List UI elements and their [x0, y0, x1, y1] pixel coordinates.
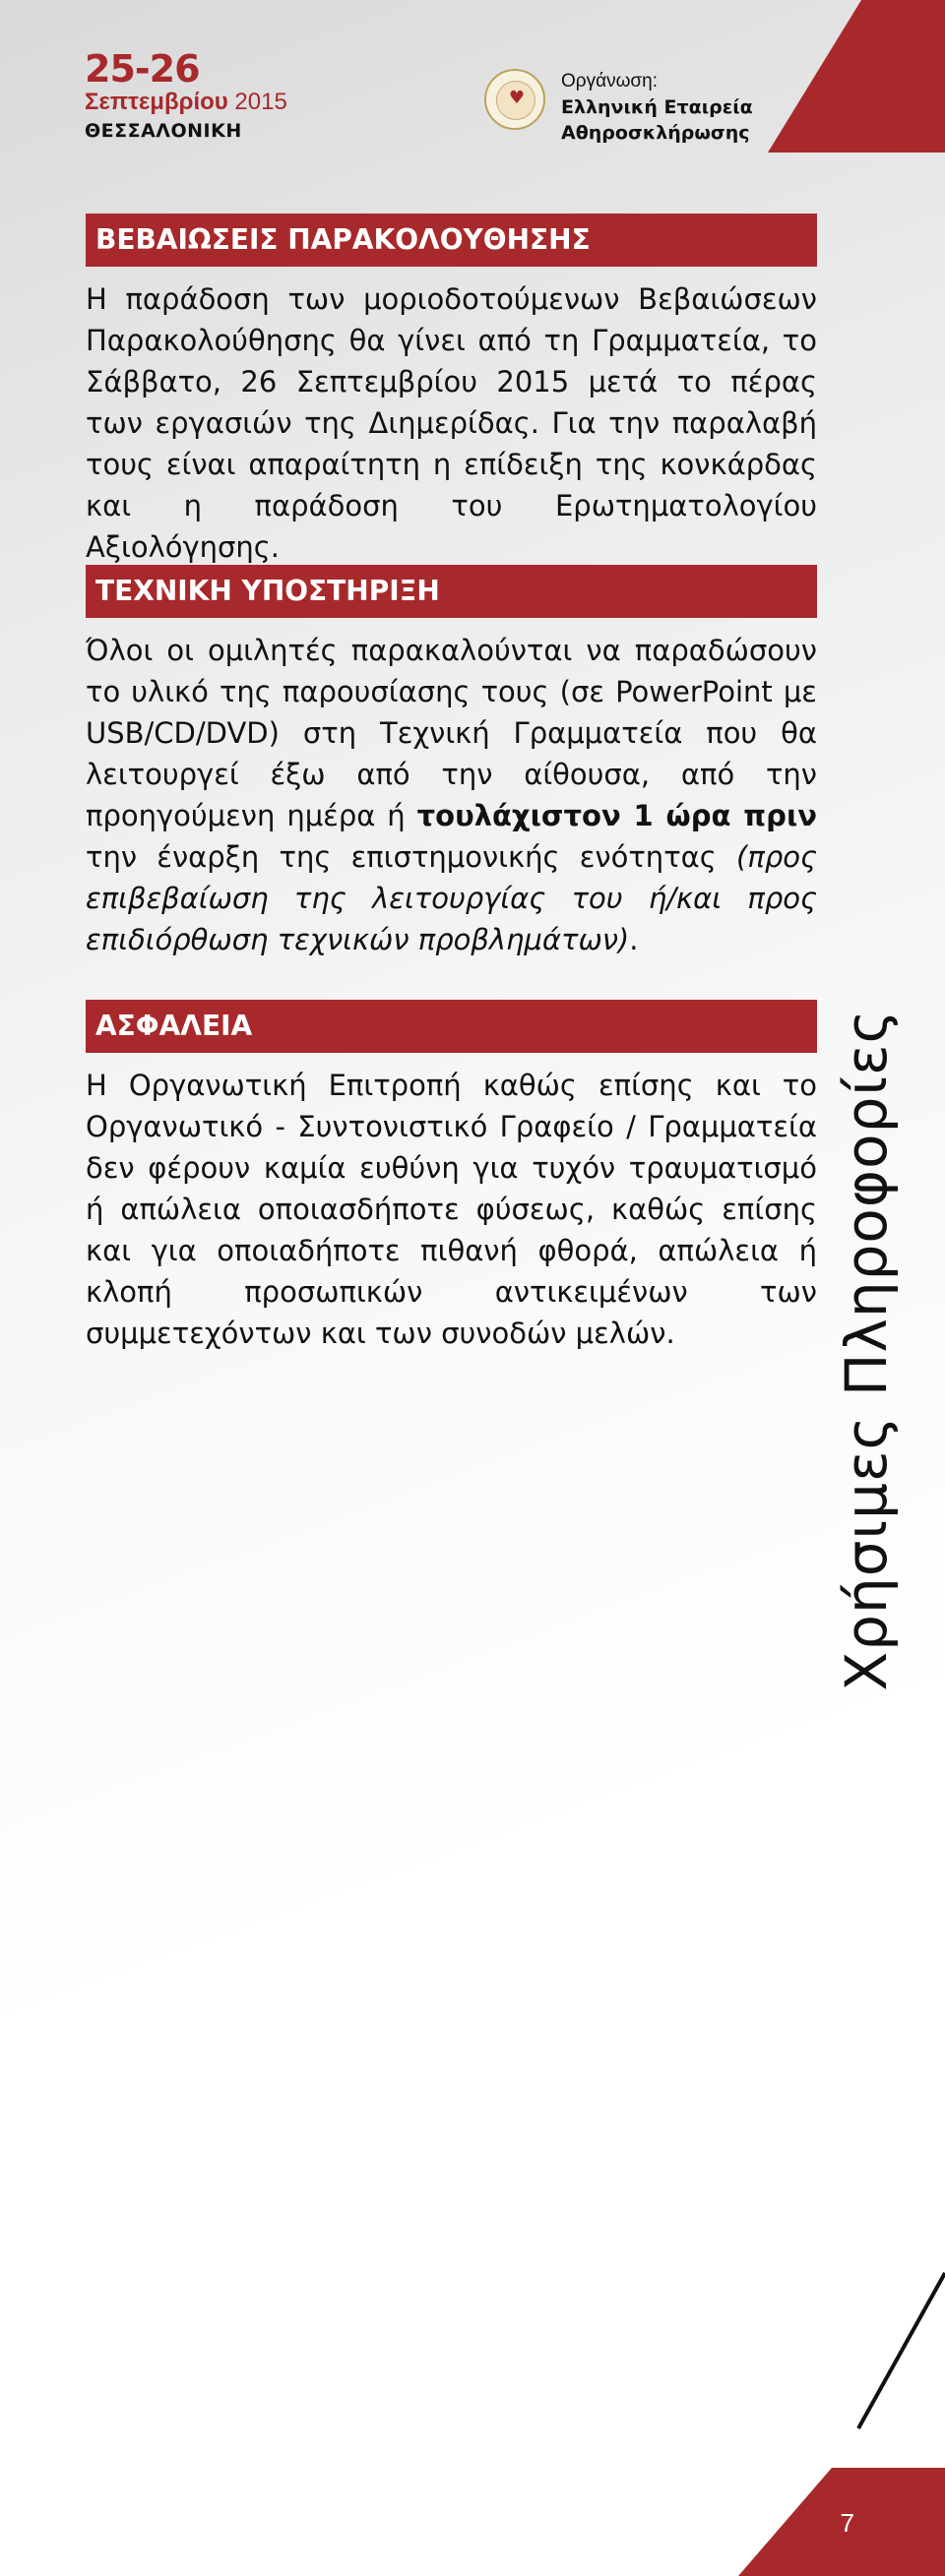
- technical-text-part2: την έναρξη της επιστημονικής ενότητας: [86, 840, 737, 874]
- section-title-technical-support: ΤΕΧΝΙΚΗ ΥΠΟΣΤΗΡΙΞΗ: [86, 565, 817, 618]
- section-safety: [86, 1000, 817, 1354]
- technical-text-end: .: [629, 923, 639, 956]
- event-year: 2015: [234, 89, 287, 115]
- event-date-block: [85, 49, 287, 144]
- section-body-certificates: Η παράδοση των μοριοδοτούμενων Βεβαιώσεων Παρακολούθησης θα γίνει από τη Γραμματεία, το Σάββατο, 26 Σεπτεμβρίου 2015 μετά το πέρας των εργασιών της Διημερίδας. Για την παραλαβή τους είναι απαραίτητη η επίδειξη της κονκάρδας και η παράδοση του Ερωτηματολογίου Αξιολόγησης.: [86, 282, 817, 564]
- heart-icon: ♥: [508, 88, 526, 108]
- organizer-block: [561, 69, 753, 146]
- section-title-certificates: ΒΕΒΑΙΩΣΕΙΣ ΠΑΡΑΚΟΛΟΥΘΗΣΗΣ: [86, 214, 817, 267]
- section-body-safety: Η Οργανωτική Επιτροπή καθώς επίσης και το Οργανωτικό - Συντονιστικό Γραφείο / Γραμματεία δεν φέρουν καμία ευθύνη για τυχόν τραυματισμό ή απώλεια οποιασδήποτε φύσεως, καθώς επίσης και για οποιαδήποτε πιθανή φθορά, απώλεια ή κλοπή προσωπικών αντικειμένων των συμμετεχόντων και των συνοδών μελών.: [86, 1069, 817, 1350]
- technical-text-bold: τουλάχιστον 1 ώρα πριν: [416, 799, 817, 832]
- event-date-range: 25-26: [85, 47, 200, 91]
- section-title-safety: ΑΣΦΑΛΕΙΑ: [86, 1000, 817, 1053]
- organizer-name-line1: Ελληνική Εταιρεία: [561, 96, 753, 118]
- top-right-corner-decoration: [768, 0, 945, 153]
- side-title: Χρήσιμες Πληροφορίες: [833, 1009, 900, 1691]
- event-city: ΘΕΣΣΑΛΟΝΙΚΗ: [85, 120, 242, 142]
- event-month: Σεπτεμβρίου: [85, 89, 228, 115]
- organizer-name-line2: Αθηροσκλήρωσης: [561, 122, 750, 144]
- page-number: 7: [840, 2508, 854, 2538]
- section-technical-support: [86, 565, 817, 960]
- technical-text-italic: (προς επιβεβαίωση της λειτουργίας του ή/και προς επιδιόρθωση τεχνικών προβλημάτων): [86, 840, 817, 956]
- organizer-label: Οργάνωση:: [561, 71, 658, 92]
- technical-text-part1: Όλοι οι ομιλητές παρακαλούνται να παραδώσουν το υλικό της παρουσίασης τους (σε PowerPoint με USB/CD/DVD) στη Τεχνική Γραμματεία που θα λειτουργεί έξω από την αίθουσα, από την προηγούμενη ημέρα ή: [86, 634, 817, 832]
- side-title-container: [807, 996, 925, 1704]
- section-body-technical-support: [86, 630, 817, 960]
- society-logo: [484, 69, 545, 130]
- section-certificates: [86, 214, 817, 568]
- event-month-year: [85, 89, 287, 116]
